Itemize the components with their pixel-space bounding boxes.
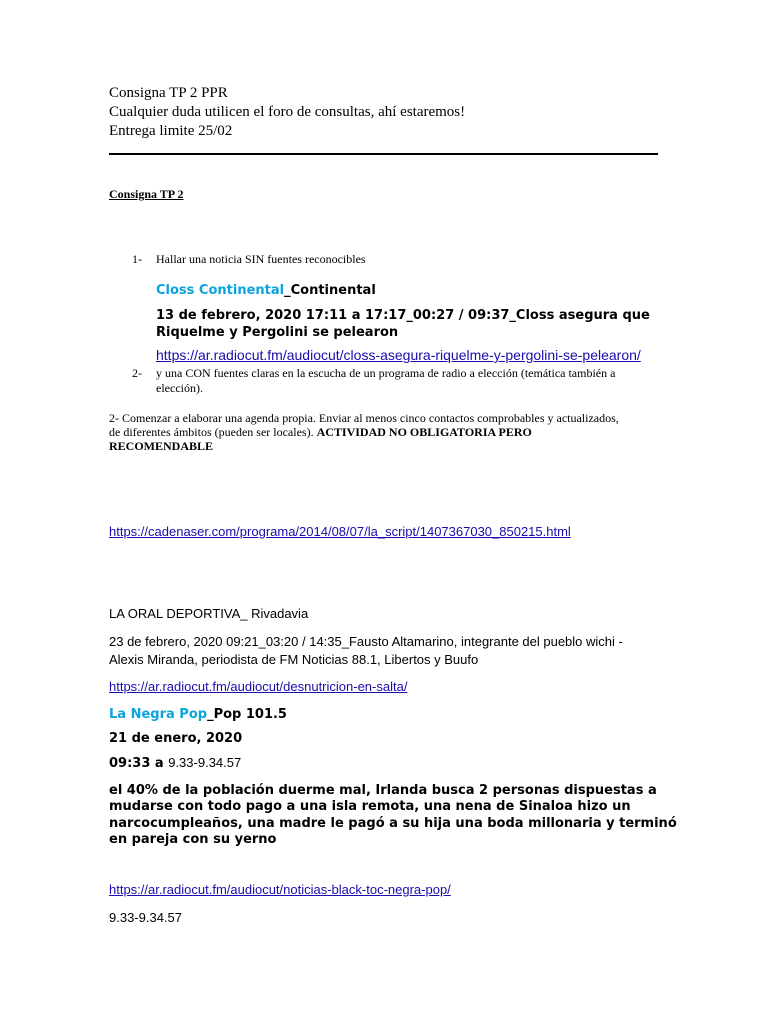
negra-desc3: narcocumpleaños, una madre le pagó a su hija una boda millonaria y terminó [109,816,677,831]
negra-desc2: mudarse con todo pago a una isla remota, una nena de Sinaloa hizo un [109,799,631,814]
agenda-optional-label: ACTIVIDAD NO OBLIGATORIA PERO [316,425,532,439]
negra-footer-time: 9.33-9.34.57 [109,910,183,925]
agenda-line3: RECOMENDABLE [109,439,214,453]
header-deadline: Entrega limite 25/02 [109,123,233,139]
agenda-line2-text: de diferentes ámbitos (pueden ser locales). [109,425,317,439]
negra-link[interactable]: https://ar.radiocut.fm/audiocut/noticias-black-toc-negra-pop/ [109,882,451,897]
item1-text: Hallar una noticia SIN fuentes reconocibles [156,252,366,266]
closs-station: _Continental [284,283,376,298]
negra-heading [109,707,287,722]
agenda-line2 [109,425,532,440]
negra-desc4: en pareja con su yerno [109,832,277,847]
item2-line1: y una CON fuentes claras en la escucha de un programa de radio a elección (temática también a [156,366,616,380]
header-note: Cualquier duda utilicen el foro de consultas, ahí estaremos! [109,104,466,120]
negra-time-start: 09:33 a [109,756,169,771]
item1-number: 1- [132,252,142,266]
negra-station: _Pop 101.5 [207,707,287,722]
closs-heading [156,283,376,298]
closs-link[interactable]: https://ar.radiocut.fm/audiocut/closs-asegura-riquelme-y-pergolini-se-pelearon/ [156,347,641,363]
oral-line2: Alexis Miranda, periodista de FM Noticias 88.1, Libertos y Buufo [109,652,479,667]
header-title: Consigna TP 2 PPR [109,85,228,101]
negra-time [109,755,241,771]
oral-title: LA ORAL DEPORTIVA_ Rivadavia [109,606,309,621]
negra-date: 21 de enero, 2020 [109,731,243,746]
item2-line2: elección). [156,381,203,395]
agenda-line1: 2- Comenzar a elaborar una agenda propia. Enviar al menos cinco contactos comprobables y actualizados, [109,411,619,425]
closs-line1: 13 de febrero, 2020 17:11 a 17:17_00:27 / 09:37_Closs asegura que [156,308,650,323]
cadena-ser-link[interactable]: https://cadenaser.com/programa/2014/08/07/la_script/1407367030_850215.html [109,524,571,539]
negra-program-name: La Negra Pop [109,707,208,722]
closs-line2: Riquelme y Pergolini se pelearon [156,325,399,340]
closs-program-name: Closs Continental [156,283,285,298]
oral-line1: 23 de febrero, 2020 09:21_03:20 / 14:35_Fausto Altamarino, integrante del pueblo wichi - [109,634,623,649]
section-title: Consigna TP 2 [109,187,184,201]
negra-desc1: el 40% de la población duerme mal, Irlanda busca 2 personas dispuestas a [109,783,657,798]
item2-number: 2- [132,366,142,380]
horizontal-rule [109,153,658,155]
negra-time-range: 9.33-9.34.57 [168,755,242,770]
oral-link[interactable]: https://ar.radiocut.fm/audiocut/desnutricion-en-salta/ [109,679,408,694]
